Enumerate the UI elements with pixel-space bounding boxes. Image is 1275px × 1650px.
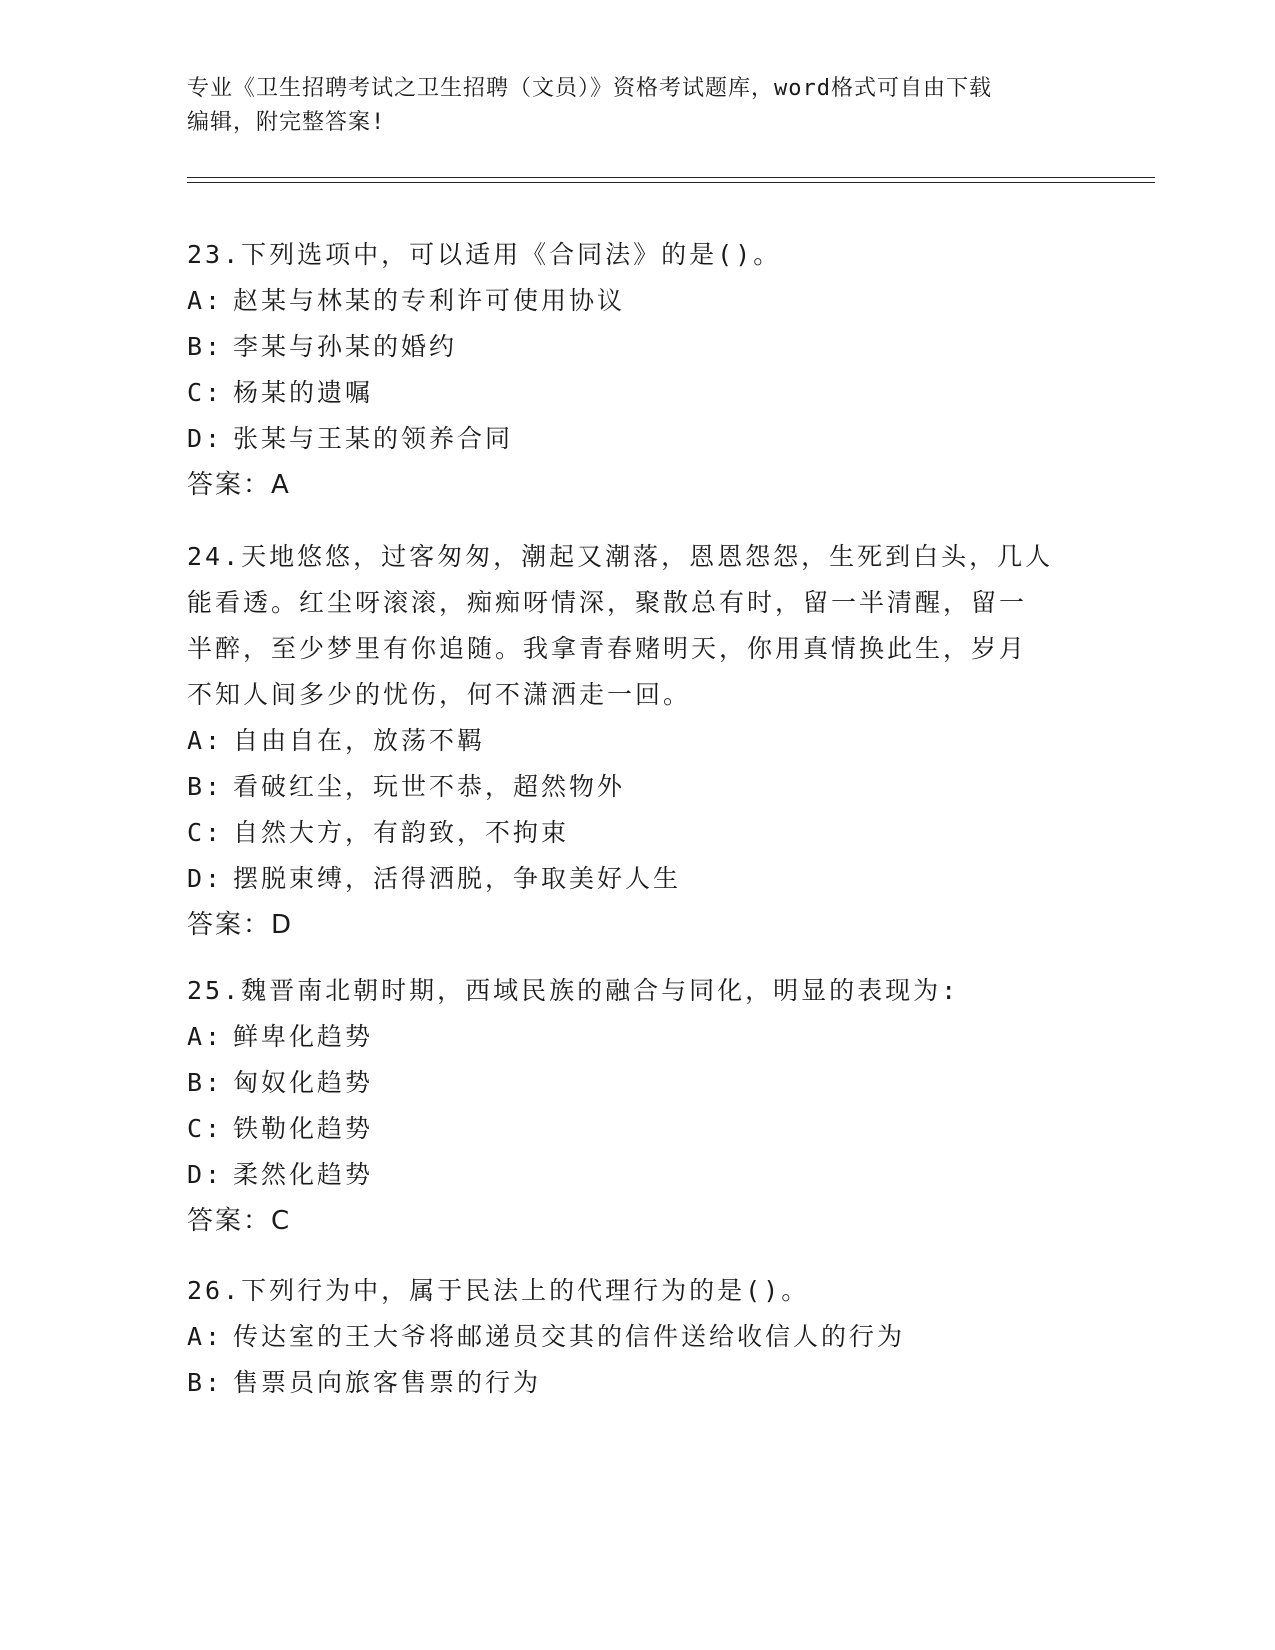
question-23 xyxy=(187,232,1087,508)
option-text: 自然大方，有韵致，不拘束 xyxy=(233,818,570,847)
option-b xyxy=(187,764,1087,810)
question-stem-line: 能看透。红尘呀滚滚，痴痴呀情深，聚散总有时，留一半清醒，留一 xyxy=(187,588,1028,617)
answer-label: 答案： xyxy=(187,910,272,940)
header-divider-bottom xyxy=(187,182,1155,183)
option-text: 柔然化趋势 xyxy=(233,1160,374,1189)
option-text: 杨某的遗嘱 xyxy=(233,378,374,407)
option-text: 鲜卑化趋势 xyxy=(233,1022,374,1051)
option-letter: D: xyxy=(187,864,224,893)
question-stem-line: 24.天地悠悠，过客匆匆，潮起又潮落，恩恩怨怨，生死到白头，几人 xyxy=(187,542,1054,571)
option-letter: C: xyxy=(187,1114,224,1143)
option-text: 铁勒化趋势 xyxy=(233,1114,374,1143)
option-letter: B: xyxy=(187,332,224,361)
option-letter: B: xyxy=(187,1068,224,1097)
option-letter: C: xyxy=(187,378,224,407)
option-b xyxy=(187,1360,1087,1406)
option-text: 售票员向旅客售票的行为 xyxy=(233,1368,542,1397)
option-b xyxy=(187,1060,1087,1106)
header-line-2: 编辑，附完整答案! xyxy=(187,110,386,135)
option-letter: B: xyxy=(187,1368,224,1397)
option-a xyxy=(187,718,1087,764)
answer-row xyxy=(187,1198,1087,1244)
question-stem-line: 不知人间多少的忧伤，何不潇洒走一回。 xyxy=(187,680,692,709)
answer-label: 答案： xyxy=(187,1206,272,1236)
option-text: 自由自在，放荡不羁 xyxy=(233,726,486,755)
option-text: 看破红尘，玩世不恭，超然物外 xyxy=(233,772,626,801)
answer-row xyxy=(187,462,1087,508)
option-letter: A: xyxy=(187,726,224,755)
question-26 xyxy=(187,1268,1087,1406)
option-c xyxy=(187,810,1087,856)
option-c xyxy=(187,370,1087,416)
option-a xyxy=(187,278,1087,324)
question-stem: 26.下列行为中，属于民法上的代理行为的是()。 xyxy=(187,1276,810,1305)
header-divider-top xyxy=(187,177,1155,178)
answer-value: D xyxy=(271,910,292,940)
option-d xyxy=(187,1152,1087,1198)
option-letter: B: xyxy=(187,772,224,801)
question-stem: 25.魏晋南北朝时期，西域民族的融合与同化，明显的表现为: xyxy=(187,976,960,1005)
option-d xyxy=(187,856,1087,902)
option-letter: A: xyxy=(187,1322,224,1351)
question-25 xyxy=(187,968,1087,1244)
option-c xyxy=(187,1106,1087,1152)
option-a xyxy=(187,1014,1087,1060)
option-letter: A: xyxy=(187,286,224,315)
option-text: 赵某与林某的专利许可使用协议 xyxy=(233,286,626,315)
option-text: 传达室的王大爷将邮递员交其的信件送给收信人的行为 xyxy=(233,1322,906,1351)
option-d xyxy=(187,416,1087,462)
option-text: 摆脱束缚，活得洒脱，争取美好人生 xyxy=(233,864,682,893)
answer-value: A xyxy=(271,470,289,500)
answer-value: C xyxy=(271,1206,290,1236)
option-text: 张某与王某的领养合同 xyxy=(233,424,514,453)
option-text: 匈奴化趋势 xyxy=(233,1068,374,1097)
answer-label: 答案： xyxy=(187,470,272,500)
question-stem: 23.下列选项中，可以适用《合同法》的是()。 xyxy=(187,240,782,269)
option-letter: C: xyxy=(187,818,224,847)
option-letter: D: xyxy=(187,1160,224,1189)
option-letter: D: xyxy=(187,424,224,453)
question-24 xyxy=(187,534,1087,948)
option-a xyxy=(187,1314,1087,1360)
header-line-1: 专业《卫生招聘考试之卫生招聘（文员）》资格考试题库，word格式可自由下载 xyxy=(187,76,992,101)
option-b xyxy=(187,324,1087,370)
option-text: 李某与孙某的婚约 xyxy=(233,332,458,361)
question-stem-line: 半醉，至少梦里有你追随。我拿青春赌明天，你用真情换此生，岁月 xyxy=(187,634,1028,663)
document-header xyxy=(187,72,1087,140)
answer-row xyxy=(187,902,1087,948)
option-letter: A: xyxy=(187,1022,224,1051)
